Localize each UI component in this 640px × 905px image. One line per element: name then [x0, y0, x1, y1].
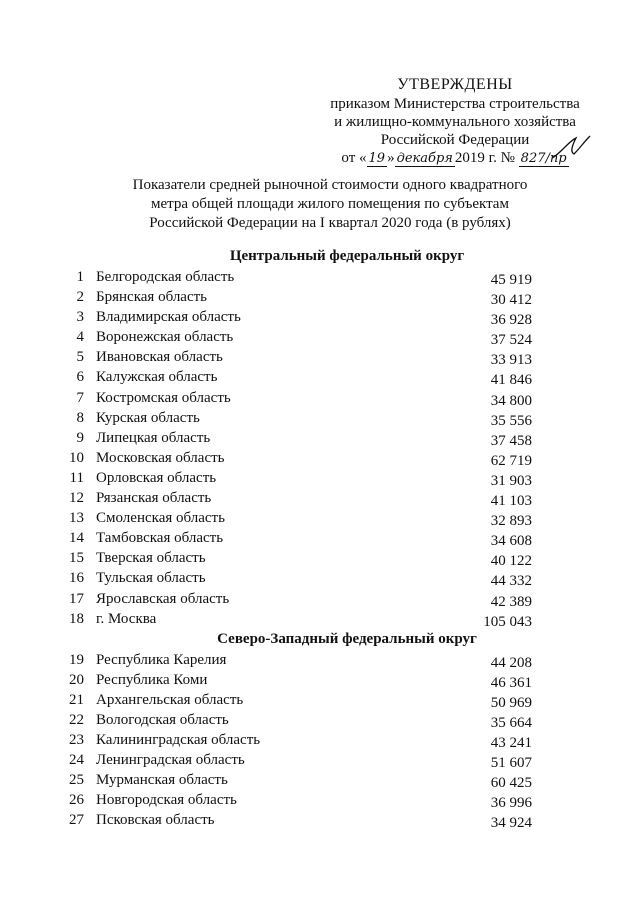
- region-name: Вологодская область: [96, 711, 229, 728]
- row-number: 10: [69, 449, 84, 466]
- row-number: 5: [76, 349, 84, 366]
- row-number: 9: [76, 429, 84, 446]
- date-mid: »: [387, 150, 395, 166]
- region-name: Архангельская область: [96, 691, 244, 708]
- table-row: [62, 448, 532, 468]
- row-number: 4: [76, 329, 84, 346]
- price-value: 62 719: [490, 452, 532, 469]
- price-value: 51 607: [490, 755, 532, 772]
- region-name: Воронежская область: [96, 329, 234, 346]
- table-row: [62, 790, 532, 810]
- table-row: [62, 388, 532, 408]
- table-row: [62, 367, 532, 387]
- region-name: Орловская область: [96, 469, 217, 486]
- price-value: 30 412: [490, 292, 532, 309]
- approval-line-2: и жилищно-коммунального хозяйства: [334, 114, 576, 130]
- row-number: 22: [69, 711, 84, 728]
- region-name: Смоленская область: [96, 510, 225, 527]
- row-number: 14: [69, 530, 84, 547]
- table-row: [62, 650, 532, 670]
- price-value: 41 846: [490, 372, 532, 389]
- approval-line-1: приказом Министерства строительства: [330, 96, 580, 112]
- row-number: 12: [69, 490, 84, 507]
- document-title: [60, 176, 600, 233]
- date-prefix: от «: [341, 150, 367, 166]
- region-name: Владимирская область: [96, 309, 241, 326]
- order-number-handwritten: 827/пр: [520, 151, 567, 166]
- price-value: 50 969: [490, 694, 532, 711]
- region-name: Тульская область: [96, 570, 206, 587]
- row-number: 16: [69, 570, 84, 587]
- table-row: [62, 690, 532, 710]
- region-name: Брянская область: [96, 289, 208, 306]
- region-name: Тверская область: [96, 550, 206, 567]
- region-name: Новгородская область: [96, 792, 237, 809]
- price-value: 105 043: [483, 613, 532, 630]
- row-number: 18: [69, 610, 84, 627]
- price-value: 33 913: [490, 352, 532, 369]
- signature-flourish-icon: [550, 134, 592, 162]
- region-name: Тамбовская область: [96, 530, 224, 547]
- region-name: г. Москва: [96, 610, 157, 627]
- table-row: [62, 548, 532, 568]
- row-number: 24: [69, 752, 84, 769]
- title-line-1: Показатели средней рыночной стоимости одного квадратного: [132, 177, 528, 193]
- price-value: 37 524: [490, 332, 532, 349]
- table-row: [62, 347, 532, 367]
- price-value: 46 361: [490, 674, 532, 691]
- row-number: 2: [76, 289, 84, 306]
- table-row: [62, 670, 532, 690]
- row-number: 23: [69, 732, 84, 749]
- row-number: 27: [69, 812, 84, 829]
- region-name: Ярославская область: [96, 590, 230, 607]
- price-value: 44 208: [490, 654, 532, 671]
- price-value: 35 556: [490, 412, 532, 429]
- table-row: [62, 710, 532, 730]
- table-row: [62, 428, 532, 448]
- row-number: 11: [69, 469, 84, 486]
- row-number: 19: [69, 651, 84, 668]
- region-name: Московская область: [96, 449, 225, 466]
- row-number: 15: [69, 550, 84, 567]
- approval-heading: УТВЕРЖДЕНЫ: [397, 76, 513, 93]
- price-value: 43 241: [490, 735, 532, 752]
- price-value: 32 893: [490, 513, 532, 530]
- table-row: [62, 589, 532, 609]
- table-row: [62, 488, 532, 508]
- date-month-handwritten: декабря: [396, 151, 453, 166]
- price-value: 44 332: [490, 573, 532, 590]
- table-row: [62, 267, 532, 287]
- row-number: 8: [76, 409, 84, 426]
- row-number: 21: [69, 691, 84, 708]
- table-row: [62, 609, 532, 629]
- table-row: [62, 810, 532, 830]
- region-name: Республика Карелия: [96, 651, 227, 668]
- region-name: Курская область: [96, 409, 200, 426]
- price-value: 31 903: [490, 472, 532, 489]
- price-value: 40 122: [490, 553, 532, 570]
- region-name: Ленинградская область: [96, 752, 245, 769]
- title-line-3: Российской Федерации на I квартал 2020 года (в рублях): [149, 215, 511, 231]
- region-name: Липецкая область: [96, 429, 211, 446]
- approval-line-3: Российской Федерации: [380, 132, 530, 148]
- price-value: 35 664: [490, 714, 532, 731]
- price-value: 60 425: [490, 775, 532, 792]
- region-name: Костромская область: [96, 389, 231, 406]
- row-number: 17: [69, 590, 84, 607]
- price-value: 34 800: [490, 392, 532, 409]
- title-line-2: метра общей площади жилого помещения по субъектам: [151, 196, 509, 212]
- section-heading: Северо-Западный федеральный округ: [217, 630, 477, 647]
- row-number: 26: [69, 792, 84, 809]
- date-year: 2019 г. №: [454, 150, 515, 166]
- table-row: [62, 508, 532, 528]
- price-value: 42 389: [490, 593, 532, 610]
- price-table: [62, 246, 532, 831]
- price-value: 36 928: [490, 312, 532, 329]
- region-name: Ивановская область: [96, 349, 223, 366]
- region-name: Псковская область: [96, 812, 215, 829]
- table-row: [62, 408, 532, 428]
- table-row: [62, 528, 532, 548]
- table-row: [62, 730, 532, 750]
- date-day-handwritten: 19: [368, 151, 386, 166]
- row-number: 7: [76, 389, 84, 406]
- section-heading: Центральный федеральный округ: [229, 248, 465, 264]
- table-row: [62, 568, 532, 588]
- region-name: Калининградская область: [96, 732, 261, 749]
- table-row: [62, 287, 532, 307]
- row-number: 6: [76, 369, 84, 386]
- region-name: Мурманская область: [96, 772, 228, 789]
- table-row: [62, 307, 532, 327]
- price-value: 37 458: [490, 432, 532, 449]
- table-row: [62, 770, 532, 790]
- table-row: [62, 327, 532, 347]
- price-value: 45 919: [490, 272, 532, 288]
- price-value: 34 924: [490, 815, 532, 832]
- row-number: 25: [69, 772, 84, 789]
- table-row: [62, 750, 532, 770]
- table-row: [62, 468, 532, 488]
- row-number: 20: [69, 671, 84, 688]
- region-name: Калужская область: [96, 369, 218, 386]
- row-number: 13: [69, 510, 84, 527]
- region-name: Республика Коми: [96, 671, 208, 688]
- region-name: Рязанская область: [96, 490, 212, 507]
- region-name: Белгородская область: [96, 269, 235, 285]
- price-value: 41 103: [490, 493, 532, 510]
- price-value: 36 996: [490, 795, 532, 812]
- price-value: 34 608: [490, 533, 532, 550]
- row-number: 3: [76, 309, 84, 326]
- row-number: 1: [76, 269, 84, 285]
